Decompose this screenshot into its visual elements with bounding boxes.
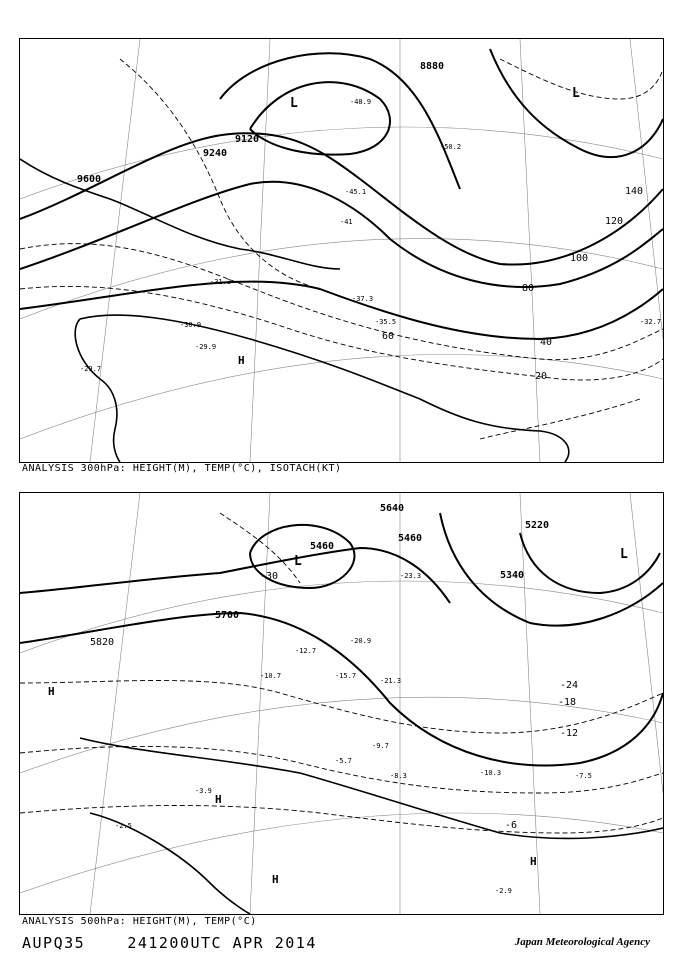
height-label: 5640 — [380, 503, 405, 514]
temp-contour-label: -30 — [260, 571, 279, 582]
chart-500-labels — [48, 503, 628, 895]
map-300hpa — [20, 39, 663, 462]
temp-value: -29.7 — [80, 365, 102, 373]
temp-value: -35.5 — [375, 318, 397, 326]
temp-contour-label: -18 — [558, 697, 577, 708]
low-pressure-marker: L — [294, 554, 302, 569]
low-pressure-marker: L — [620, 547, 628, 562]
height-label: 5460 — [310, 541, 335, 552]
valid-time: 241200UTC APR 2014 — [127, 934, 317, 952]
caption-500hpa: ANALYSIS 500hPa: HEIGHT(M), TEMP(°C) — [22, 916, 257, 927]
height-label: 5220 — [525, 520, 550, 531]
chart-300-labels — [77, 61, 661, 382]
temp-value: -48.9 — [350, 98, 372, 106]
station-value: -5.7 — [335, 757, 352, 765]
product-code: AUPQ35 — [22, 934, 86, 952]
caption-300hpa: ANALYSIS 300hPa: HEIGHT(M), TEMP(°C), ISOTACH(KT) — [22, 463, 342, 474]
station-value: -10.7 — [260, 672, 282, 680]
lat-lon-grid — [20, 39, 663, 462]
height-label: 9240 — [203, 148, 228, 159]
temp-value: -29.9 — [195, 343, 217, 351]
high-pressure-marker: H — [215, 793, 222, 806]
isotach-label: 40 — [540, 337, 553, 348]
temp-value: -31.3 — [210, 278, 232, 286]
isotach-label: 140 — [625, 186, 644, 197]
station-value: -2.5 — [115, 822, 132, 830]
temp-value: -32.7 — [640, 318, 662, 326]
height-label: 9600 — [77, 174, 102, 185]
low-pressure-marker: L — [290, 96, 298, 111]
station-value: -23.3 — [400, 572, 422, 580]
station-value: -8.3 — [390, 772, 407, 780]
temp-value: -37.3 — [352, 295, 374, 303]
product-header — [22, 934, 317, 952]
high-pressure-marker: H — [238, 354, 245, 367]
chart-300hpa — [19, 38, 664, 463]
temp-value: -30.9 — [180, 321, 202, 329]
station-value: -20.9 — [350, 637, 372, 645]
temp-value: -50.2 — [440, 143, 462, 151]
isotach-label: 100 — [570, 253, 589, 264]
temp-value: -41 — [340, 218, 353, 226]
temp-isotherms — [20, 59, 663, 439]
height-label: 5460 — [398, 533, 423, 544]
coastline — [20, 159, 569, 462]
high-pressure-marker: H — [48, 685, 55, 698]
isotach-label: 120 — [605, 216, 624, 227]
isotach-label: 80 — [522, 283, 535, 294]
height-label: 9120 — [235, 134, 260, 145]
high-pressure-marker: H — [530, 855, 537, 868]
temp-contour-label: -6 — [505, 820, 518, 831]
temp-contour-label: -12 — [560, 728, 579, 739]
temp-contour-label: -24 — [560, 680, 579, 691]
station-value: -3.9 — [195, 787, 212, 795]
map-500hpa — [20, 493, 663, 914]
isotach-label: 20 — [535, 371, 548, 382]
station-value: -12.7 — [295, 647, 317, 655]
low-pressure-marker: L — [572, 86, 580, 101]
temp-value: -45.1 — [345, 188, 367, 196]
height-label: 5820 — [90, 637, 115, 648]
station-value: -2.9 — [495, 887, 512, 895]
chart-500hpa — [19, 492, 664, 915]
height-label: 8880 — [420, 61, 445, 72]
station-value: -9.7 — [372, 742, 389, 750]
station-value: -7.5 — [575, 772, 592, 780]
station-value: -21.3 — [380, 677, 402, 685]
isotach-label: 60 — [382, 331, 395, 342]
agency-name: Japan Meteorological Agency — [514, 936, 650, 948]
height-contours — [20, 49, 663, 339]
station-value: -15.7 — [335, 672, 357, 680]
high-pressure-marker: H — [272, 873, 279, 886]
height-label: 5700 — [215, 610, 240, 621]
station-value: -10.3 — [480, 769, 502, 777]
height-label: 5340 — [500, 570, 525, 581]
